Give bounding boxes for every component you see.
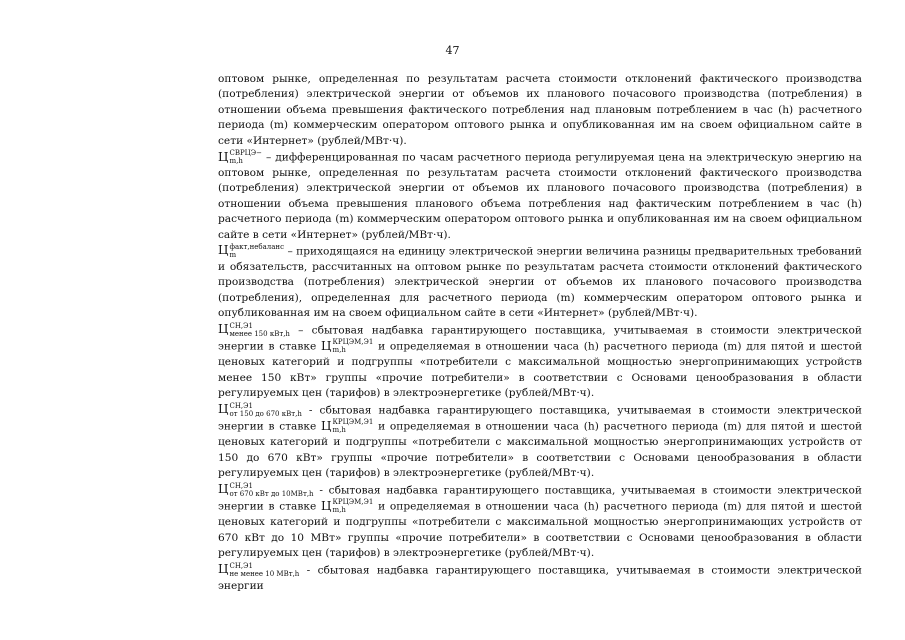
formula-symbol: Ц СВРЦЭ− m,h — [218, 149, 263, 166]
paragraph-text: - сбытовая надбавка гарантирующего поставщика, учитываемая в стоимости электрической энергии — [218, 564, 862, 592]
paragraph-text: оптовом рынке, определенная по результатам расчета стоимости отклонений фактического производства (потребления) электрической энергии от объемов их планового почасового производства (потребления) в отношении объема превышения фактического потребления над плановым потреблением в час (h) расчетного периода (m) коммерческим оператором оптового рынка и опубликованная им на своем официальном сайте в сети «Интернет» (рублей/МВт·ч). — [218, 73, 862, 147]
formula-symbol-inline: Ц КРЦЭМ,Э1 m,h — [321, 338, 374, 355]
formula-symbol-inline: Ц КРЦЭМ,Э1 m,h — [321, 498, 374, 515]
paragraph-markup-over-10mw — [218, 562, 862, 594]
page-number: 47 — [445, 44, 460, 57]
paragraph-svrce-price — [218, 149, 862, 243]
paragraph-text: - сбытовая надбавка гарантирующего поставщика, учитываемая в стоимости электрической энергии в ставке — [218, 484, 862, 513]
paragraph-text: и определяемая в отношении часа (h) расчетного периода (m) для пятой и шестой ценовых категорий и подгруппы «потребители с максимальной мощностью энергопринимающих устройств от 150 до 670 кВт» группы «прочие потребители» в соответствии с Основами ценообразования в области регулируемых цен (тарифов) в электроэнергетике (рублей/МВт·ч). — [218, 420, 863, 480]
paragraph-text: и определяемая в отношении часа (h) расчетного периода (m) для пятой и шестой ценовых категорий и подгруппы «потребители с максимальной мощностью энергопринимающих устройств от 670 кВт до 10 МВт» группы «прочие потребители» в соответствии с Основами ценообразования в области регулируемых цен (тарифов) в электроэнергетике (рублей/МВт·ч). — [218, 500, 863, 560]
paragraph-continuation — [218, 72, 862, 149]
paragraph-imbalance-price — [218, 243, 862, 322]
paragraph-text: – дифференцированная по часам расчетного периода регулируемая цена на электрическую энергию на оптовом рынке, определенная по результатам расчета стоимости отклонений фактического производства (потребления) электрической энергии от объемов их планового почасового производства (потребления) в отношении объема превышения планового объема потребления над фактическим потреблением в час (h) расчетного периода (m) коммерческим оператором оптового рынка и опубликованная им на своем официальном сайте в сети «Интернет» (рублей/МВт·ч). — [218, 151, 862, 241]
formula-symbol: Ц СН,Э1 от 670 кВт до 10МВт,h — [218, 481, 314, 498]
formula-symbol: Ц факт,небаланс m — [218, 242, 284, 259]
paragraph-text: – приходящаяся на единицу электрической энергии величина разницы предварительных требований и обязательств, рассчитанных на оптовом рынке по результатам расчета стоимости отклонений фактического производства (потребления) электрической энергии от объемов их планового почасового производства (потребления), определенная для расчетного периода (m) коммерческим оператором оптового рынка и опубликованная им на своем официальном сайте в сети «Интернет» (рублей/МВт·ч). — [218, 245, 862, 320]
paragraph-text: - сбытовая надбавка гарантирующего поставщика, учитываемая в стоимости электрической энергии в ставке — [218, 404, 862, 433]
formula-symbol: Ц СН,Э1 от 150 до 670 кВт,h — [218, 401, 302, 418]
document-body — [218, 72, 862, 594]
formula-symbol: Ц СН,Э1 не менее 10 МВт,h — [218, 561, 300, 578]
paragraph-markup-150-670kw — [218, 402, 862, 482]
paragraph-text: – сбытовая надбавка гарантирующего поставщика, учитываемая в стоимости электрической энергии в ставке — [218, 324, 862, 353]
paragraph-text: и определяемая в отношении часа (h) расчетного периода (m) для пятой и шестой ценовых категорий и подгруппы «потребители с максимальной мощностью энергопринимающих устройств менее 150 кВт» группы «прочие потребители» в соответствии с Основами ценообразования в области регулируемых цен (тарифов) в электроэнергетике (рублей/МВт·ч). — [218, 340, 863, 400]
formula-symbol: Ц СН,Э1 менее 150 кВт,h — [218, 321, 290, 338]
paragraph-markup-under-150kw — [218, 322, 862, 402]
formula-symbol-inline: Ц КРЦЭМ,Э1 m,h — [321, 418, 374, 435]
paragraph-markup-670kw-10mw — [218, 482, 862, 562]
